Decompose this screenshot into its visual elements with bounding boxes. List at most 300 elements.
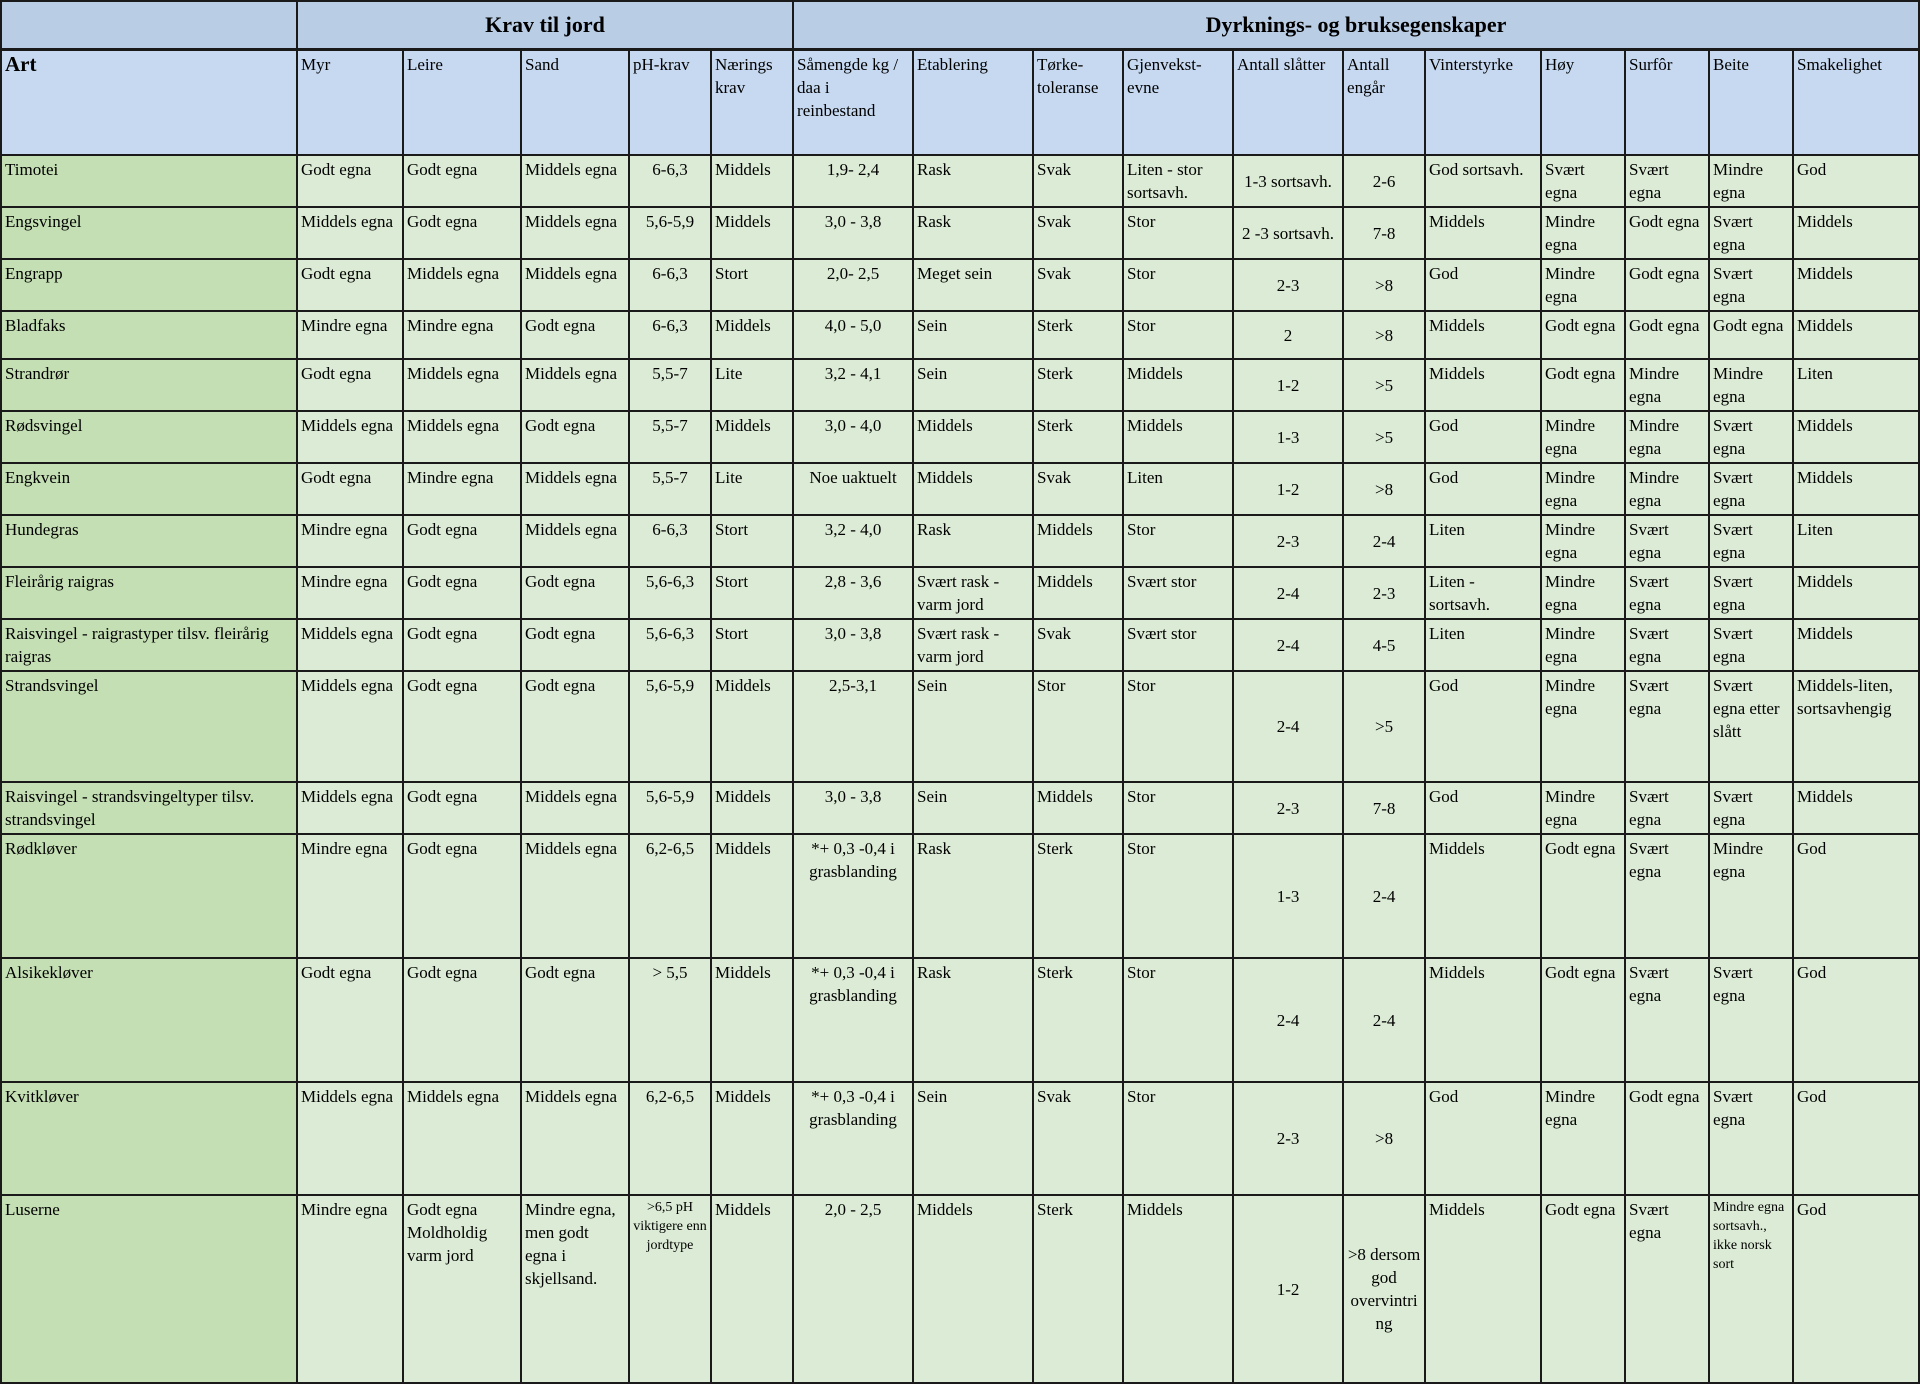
cell-naering: Stort bbox=[711, 259, 793, 311]
cell-naering: Middels bbox=[711, 782, 793, 834]
cell-gjenvekst: Svært stor bbox=[1123, 567, 1233, 619]
cell-naering: Middels bbox=[711, 958, 793, 1082]
cell-art: Strandsvingel bbox=[1, 671, 297, 782]
cell-leire: Godt egna bbox=[403, 958, 521, 1082]
cell-engar: >5 bbox=[1343, 411, 1425, 463]
table-row bbox=[1, 463, 1919, 515]
cell-engar: 4-5 bbox=[1343, 619, 1425, 671]
cell-sand: Middels egna bbox=[521, 834, 629, 958]
cell-hoy: Mindre egna bbox=[1541, 782, 1625, 834]
cell-torke: Middels bbox=[1033, 515, 1123, 567]
cell-myr: Godt egna bbox=[297, 155, 403, 207]
cell-naering: Stort bbox=[711, 515, 793, 567]
column-header-vinter: Vinterstyrke bbox=[1425, 49, 1541, 155]
cell-vinter: God bbox=[1425, 671, 1541, 782]
table-row bbox=[1, 155, 1919, 207]
cell-beite: Svært egna bbox=[1709, 958, 1793, 1082]
cell-surfor: Svært egna bbox=[1625, 619, 1709, 671]
cell-etablering: Sein bbox=[913, 359, 1033, 411]
cell-gjenvekst: Stor bbox=[1123, 207, 1233, 259]
cell-art: Luserne bbox=[1, 1195, 297, 1383]
cell-ph: 5,5-7 bbox=[629, 411, 711, 463]
cell-surfor: Svært egna bbox=[1625, 1195, 1709, 1383]
cell-samengde: 3,0 - 4,0 bbox=[793, 411, 913, 463]
cell-samengde: *+ 0,3 -0,4 i grasblanding bbox=[793, 1082, 913, 1195]
cell-torke: Stor bbox=[1033, 671, 1123, 782]
cell-ph: 6-6,3 bbox=[629, 515, 711, 567]
cell-torke: Svak bbox=[1033, 259, 1123, 311]
cell-naering: Middels bbox=[711, 411, 793, 463]
group-header-dyrkning: Dyrknings- og bruksegenskaper bbox=[793, 1, 1919, 49]
cell-sand: Middels egna bbox=[521, 463, 629, 515]
cell-myr: Mindre egna bbox=[297, 311, 403, 359]
cell-hoy: Mindre egna bbox=[1541, 671, 1625, 782]
cell-sand: Middels egna bbox=[521, 155, 629, 207]
cell-surfor: Godt egna bbox=[1625, 259, 1709, 311]
cell-naering: Stort bbox=[711, 567, 793, 619]
cell-sand: Middels egna bbox=[521, 207, 629, 259]
table-row bbox=[1, 671, 1919, 782]
cell-gjenvekst: Stor bbox=[1123, 782, 1233, 834]
cell-samengde: 4,0 - 5,0 bbox=[793, 311, 913, 359]
cell-art: Raisvingel - strandsvingeltyper tilsv. strandsvingel bbox=[1, 782, 297, 834]
cell-sand: Middels egna bbox=[521, 515, 629, 567]
table-row bbox=[1, 359, 1919, 411]
column-header-hoy: Høy bbox=[1541, 49, 1625, 155]
cell-sand: Middels egna bbox=[521, 782, 629, 834]
cell-ph: 6-6,3 bbox=[629, 311, 711, 359]
cell-engar: >8 bbox=[1343, 463, 1425, 515]
cell-leire: Godt egna bbox=[403, 567, 521, 619]
cell-myr: Mindre egna bbox=[297, 834, 403, 958]
column-header-slatter: Antall slåtter bbox=[1233, 49, 1343, 155]
cell-leire: Godt egna Moldholdig varm jord bbox=[403, 1195, 521, 1383]
cell-leire: Godt egna bbox=[403, 207, 521, 259]
cell-samengde: 2,8 - 3,6 bbox=[793, 567, 913, 619]
group-header-krav-til-jord: Krav til jord bbox=[297, 1, 793, 49]
cell-vinter: Middels bbox=[1425, 834, 1541, 958]
cell-hoy: Godt egna bbox=[1541, 834, 1625, 958]
cell-hoy: Mindre egna bbox=[1541, 463, 1625, 515]
cell-beite: Svært egna bbox=[1709, 567, 1793, 619]
cell-samengde: 3,0 - 3,8 bbox=[793, 782, 913, 834]
cell-smak: Middels bbox=[1793, 259, 1919, 311]
cell-slatter: 2-4 bbox=[1233, 671, 1343, 782]
cell-engar: >8 bbox=[1343, 1082, 1425, 1195]
cell-beite: Mindre egna bbox=[1709, 359, 1793, 411]
cell-gjenvekst: Middels bbox=[1123, 411, 1233, 463]
cell-beite: Svært egna bbox=[1709, 782, 1793, 834]
cell-vinter: Middels bbox=[1425, 359, 1541, 411]
cell-engar: 2-6 bbox=[1343, 155, 1425, 207]
cell-smak: God bbox=[1793, 155, 1919, 207]
cell-etablering: Rask bbox=[913, 515, 1033, 567]
cell-naering: Middels bbox=[711, 1082, 793, 1195]
cell-hoy: Mindre egna bbox=[1541, 207, 1625, 259]
group-header-empty bbox=[1, 1, 297, 49]
cell-art: Timotei bbox=[1, 155, 297, 207]
cell-ph: 6,2-6,5 bbox=[629, 834, 711, 958]
cell-art: Engkvein bbox=[1, 463, 297, 515]
table-row bbox=[1, 207, 1919, 259]
cell-naering: Lite bbox=[711, 463, 793, 515]
cell-engar: >5 bbox=[1343, 359, 1425, 411]
cell-surfor: Mindre egna bbox=[1625, 411, 1709, 463]
cell-smak: God bbox=[1793, 1082, 1919, 1195]
cell-sand: Godt egna bbox=[521, 619, 629, 671]
column-header-etablering: Etablering bbox=[913, 49, 1033, 155]
cell-leire: Godt egna bbox=[403, 834, 521, 958]
cell-etablering: Sein bbox=[913, 782, 1033, 834]
table-row bbox=[1, 1082, 1919, 1195]
cell-gjenvekst: Stor bbox=[1123, 671, 1233, 782]
cell-hoy: Mindre egna bbox=[1541, 411, 1625, 463]
cell-surfor: Svært egna bbox=[1625, 782, 1709, 834]
cell-etablering: Rask bbox=[913, 155, 1033, 207]
cell-slatter: 2-3 bbox=[1233, 259, 1343, 311]
cell-leire: Godt egna bbox=[403, 619, 521, 671]
table-row bbox=[1, 567, 1919, 619]
cell-smak: Liten bbox=[1793, 515, 1919, 567]
cell-samengde: *+ 0,3 -0,4 i grasblanding bbox=[793, 834, 913, 958]
cell-ph: 5,6-6,3 bbox=[629, 567, 711, 619]
cell-art: Engrapp bbox=[1, 259, 297, 311]
cell-torke: Middels bbox=[1033, 567, 1123, 619]
cell-torke: Middels bbox=[1033, 782, 1123, 834]
column-header-ph: pH-krav bbox=[629, 49, 711, 155]
cell-leire: Middels egna bbox=[403, 359, 521, 411]
cell-hoy: Mindre egna bbox=[1541, 619, 1625, 671]
cell-hoy: Mindre egna bbox=[1541, 259, 1625, 311]
cell-myr: Middels egna bbox=[297, 1082, 403, 1195]
table-row bbox=[1, 782, 1919, 834]
cell-sand: Middels egna bbox=[521, 359, 629, 411]
cell-hoy: Godt egna bbox=[1541, 958, 1625, 1082]
cell-surfor: Svært egna bbox=[1625, 515, 1709, 567]
cell-slatter: 1-2 bbox=[1233, 359, 1343, 411]
cell-slatter: 2-4 bbox=[1233, 567, 1343, 619]
table-row bbox=[1, 1195, 1919, 1383]
cell-surfor: Svært egna bbox=[1625, 567, 1709, 619]
cell-slatter: 2-3 bbox=[1233, 515, 1343, 567]
cell-slatter: 1-3 sortsavh. bbox=[1233, 155, 1343, 207]
cell-gjenvekst: Liten bbox=[1123, 463, 1233, 515]
cell-leire: Godt egna bbox=[403, 155, 521, 207]
cell-surfor: Godt egna bbox=[1625, 207, 1709, 259]
cell-smak: God bbox=[1793, 1195, 1919, 1383]
cell-gjenvekst: Middels bbox=[1123, 359, 1233, 411]
cell-beite: Svært egna bbox=[1709, 463, 1793, 515]
cell-samengde: 1,9- 2,4 bbox=[793, 155, 913, 207]
cell-hoy: Mindre egna bbox=[1541, 1082, 1625, 1195]
cell-sand: Godt egna bbox=[521, 411, 629, 463]
cell-art: Bladfaks bbox=[1, 311, 297, 359]
cell-smak: Liten bbox=[1793, 359, 1919, 411]
table-row bbox=[1, 958, 1919, 1082]
cell-hoy: Svært egna bbox=[1541, 155, 1625, 207]
cell-vinter: Middels bbox=[1425, 958, 1541, 1082]
cell-etablering: Middels bbox=[913, 411, 1033, 463]
cell-etablering: Sein bbox=[913, 1082, 1033, 1195]
cell-leire: Godt egna bbox=[403, 671, 521, 782]
cell-engar: 7-8 bbox=[1343, 782, 1425, 834]
cell-vinter: God sortsavh. bbox=[1425, 155, 1541, 207]
table-row bbox=[1, 311, 1919, 359]
cell-ph: 6-6,3 bbox=[629, 155, 711, 207]
cell-beite: Svært egna bbox=[1709, 515, 1793, 567]
cell-etablering: Svært rask - varm jord bbox=[913, 567, 1033, 619]
column-header-myr: Myr bbox=[297, 49, 403, 155]
cell-surfor: Svært egna bbox=[1625, 671, 1709, 782]
cell-gjenvekst: Svært stor bbox=[1123, 619, 1233, 671]
cell-slatter: 1-3 bbox=[1233, 834, 1343, 958]
cell-smak: Middels bbox=[1793, 782, 1919, 834]
cell-surfor: Godt egna bbox=[1625, 311, 1709, 359]
cell-gjenvekst: Stor bbox=[1123, 834, 1233, 958]
cell-smak: Middels-liten, sortsavhengig bbox=[1793, 671, 1919, 782]
cell-smak: Middels bbox=[1793, 411, 1919, 463]
cell-engar: 2-4 bbox=[1343, 834, 1425, 958]
cell-leire: Middels egna bbox=[403, 1082, 521, 1195]
column-header-smak: Smakelighet bbox=[1793, 49, 1919, 155]
cell-myr: Middels egna bbox=[297, 207, 403, 259]
cell-gjenvekst: Stor bbox=[1123, 515, 1233, 567]
cell-vinter: Liten bbox=[1425, 515, 1541, 567]
cell-ph: 5,5-7 bbox=[629, 463, 711, 515]
cell-slatter: 2-4 bbox=[1233, 958, 1343, 1082]
cell-gjenvekst: Stor bbox=[1123, 1082, 1233, 1195]
cell-slatter: 2-4 bbox=[1233, 619, 1343, 671]
cell-samengde: *+ 0,3 -0,4 i grasblanding bbox=[793, 958, 913, 1082]
cell-beite: Svært egna bbox=[1709, 619, 1793, 671]
cell-etablering: Middels bbox=[913, 1195, 1033, 1383]
cell-engar: >8 dersom god overvintring bbox=[1343, 1195, 1425, 1383]
column-header-engar: Antall engår bbox=[1343, 49, 1425, 155]
table-row bbox=[1, 515, 1919, 567]
cell-myr: Mindre egna bbox=[297, 1195, 403, 1383]
cell-smak: Middels bbox=[1793, 311, 1919, 359]
cell-leire: Mindre egna bbox=[403, 463, 521, 515]
cell-samengde: Noe uaktuelt bbox=[793, 463, 913, 515]
cell-ph: 5,6-5,9 bbox=[629, 782, 711, 834]
cell-ph: 6-6,3 bbox=[629, 259, 711, 311]
cell-hoy: Mindre egna bbox=[1541, 567, 1625, 619]
cell-hoy: Mindre egna bbox=[1541, 515, 1625, 567]
cell-torke: Sterk bbox=[1033, 958, 1123, 1082]
cell-art: Alsikekløver bbox=[1, 958, 297, 1082]
cell-art: Rødsvingel bbox=[1, 411, 297, 463]
cell-engar: 7-8 bbox=[1343, 207, 1425, 259]
cell-sand: Middels egna bbox=[521, 259, 629, 311]
cell-myr: Middels egna bbox=[297, 782, 403, 834]
table-row bbox=[1, 834, 1919, 958]
cell-sand: Godt egna bbox=[521, 311, 629, 359]
column-header-torke: Tørke-toleranse bbox=[1033, 49, 1123, 155]
cell-vinter: Liten bbox=[1425, 619, 1541, 671]
cell-myr: Godt egna bbox=[297, 958, 403, 1082]
cell-vinter: God bbox=[1425, 782, 1541, 834]
cell-art: Hundegras bbox=[1, 515, 297, 567]
cell-hoy: Godt egna bbox=[1541, 1195, 1625, 1383]
cell-leire: Middels egna bbox=[403, 259, 521, 311]
cell-torke: Sterk bbox=[1033, 834, 1123, 958]
column-header-leire: Leire bbox=[403, 49, 521, 155]
cell-naering: Middels bbox=[711, 207, 793, 259]
cell-etablering: Sein bbox=[913, 671, 1033, 782]
cell-slatter: 2-3 bbox=[1233, 782, 1343, 834]
column-header-row bbox=[1, 49, 1919, 155]
cell-gjenvekst: Stor bbox=[1123, 259, 1233, 311]
cell-torke: Svak bbox=[1033, 207, 1123, 259]
cell-beite: Svært egna bbox=[1709, 1082, 1793, 1195]
cell-engar: 2-4 bbox=[1343, 958, 1425, 1082]
cell-smak: God bbox=[1793, 958, 1919, 1082]
column-header-samengde: Såmengde kg / daa i reinbestand bbox=[793, 49, 913, 155]
cell-engar: >8 bbox=[1343, 311, 1425, 359]
cell-smak: Middels bbox=[1793, 567, 1919, 619]
column-header-surfor: Surfôr bbox=[1625, 49, 1709, 155]
cell-torke: Svak bbox=[1033, 619, 1123, 671]
cell-leire: Mindre egna bbox=[403, 311, 521, 359]
table-row bbox=[1, 619, 1919, 671]
cell-engar: 2-4 bbox=[1343, 515, 1425, 567]
cell-vinter: Liten - sortsavh. bbox=[1425, 567, 1541, 619]
cell-vinter: God bbox=[1425, 1082, 1541, 1195]
cell-etablering: Meget sein bbox=[913, 259, 1033, 311]
cell-slatter: 2 -3 sortsavh. bbox=[1233, 207, 1343, 259]
cell-myr: Godt egna bbox=[297, 259, 403, 311]
cell-hoy: Godt egna bbox=[1541, 359, 1625, 411]
cell-samengde: 3,0 - 3,8 bbox=[793, 207, 913, 259]
cell-engar: 2-3 bbox=[1343, 567, 1425, 619]
table-row bbox=[1, 259, 1919, 311]
cell-beite: Svært egna etter slått bbox=[1709, 671, 1793, 782]
cell-etablering: Svært rask - varm jord bbox=[913, 619, 1033, 671]
cell-etablering: Rask bbox=[913, 958, 1033, 1082]
column-header-art: Art bbox=[1, 49, 297, 155]
cell-vinter: God bbox=[1425, 259, 1541, 311]
cell-ph: >6,5 pH viktigere enn jordtype bbox=[629, 1195, 711, 1383]
cell-myr: Middels egna bbox=[297, 619, 403, 671]
cell-sand: Mindre egna, men godt egna i skjellsand. bbox=[521, 1195, 629, 1383]
column-header-sand: Sand bbox=[521, 49, 629, 155]
cell-slatter: 2 bbox=[1233, 311, 1343, 359]
cell-gjenvekst: Stor bbox=[1123, 958, 1233, 1082]
cell-naering: Middels bbox=[711, 1195, 793, 1383]
cell-ph: 5,6-5,9 bbox=[629, 207, 711, 259]
cell-myr: Middels egna bbox=[297, 411, 403, 463]
cell-gjenvekst: Middels bbox=[1123, 1195, 1233, 1383]
cell-hoy: Godt egna bbox=[1541, 311, 1625, 359]
cell-art: Engsvingel bbox=[1, 207, 297, 259]
cell-surfor: Mindre egna bbox=[1625, 463, 1709, 515]
cell-torke: Sterk bbox=[1033, 359, 1123, 411]
cell-smak: Middels bbox=[1793, 207, 1919, 259]
cell-vinter: God bbox=[1425, 411, 1541, 463]
cell-surfor: Svært egna bbox=[1625, 958, 1709, 1082]
cell-naering: Middels bbox=[711, 671, 793, 782]
cell-torke: Svak bbox=[1033, 1082, 1123, 1195]
cell-beite: Godt egna bbox=[1709, 311, 1793, 359]
cell-beite: Mindre egna bbox=[1709, 155, 1793, 207]
cell-myr: Mindre egna bbox=[297, 515, 403, 567]
cell-naering: Middels bbox=[711, 311, 793, 359]
group-header-row bbox=[1, 1, 1919, 49]
cell-art: Raisvingel - raigrastyper tilsv. fleirårig raigras bbox=[1, 619, 297, 671]
cell-samengde: 2,0 - 2,5 bbox=[793, 1195, 913, 1383]
cell-leire: Godt egna bbox=[403, 782, 521, 834]
cell-naering: Middels bbox=[711, 834, 793, 958]
column-header-beite: Beite bbox=[1709, 49, 1793, 155]
cell-ph: 5,5-7 bbox=[629, 359, 711, 411]
table-row bbox=[1, 411, 1919, 463]
cell-ph: 5,6-6,3 bbox=[629, 619, 711, 671]
cell-samengde: 2,0- 2,5 bbox=[793, 259, 913, 311]
cell-naering: Stort bbox=[711, 619, 793, 671]
cell-beite: Svært egna bbox=[1709, 259, 1793, 311]
cell-engar: >8 bbox=[1343, 259, 1425, 311]
cell-smak: Middels bbox=[1793, 463, 1919, 515]
cell-engar: >5 bbox=[1343, 671, 1425, 782]
cell-surfor: Godt egna bbox=[1625, 1082, 1709, 1195]
cell-etablering: Rask bbox=[913, 207, 1033, 259]
cell-gjenvekst: Liten - stor sortsavh. bbox=[1123, 155, 1233, 207]
cell-beite: Svært egna bbox=[1709, 207, 1793, 259]
cell-myr: Middels egna bbox=[297, 671, 403, 782]
cell-surfor: Svært egna bbox=[1625, 834, 1709, 958]
cell-samengde: 2,5-3,1 bbox=[793, 671, 913, 782]
column-header-gjenvekst: Gjenvekst-evne bbox=[1123, 49, 1233, 155]
cell-samengde: 3,2 - 4,0 bbox=[793, 515, 913, 567]
cell-vinter: God bbox=[1425, 463, 1541, 515]
table-body bbox=[1, 155, 1919, 1383]
cell-smak: God bbox=[1793, 834, 1919, 958]
cell-ph: 6,2-6,5 bbox=[629, 1082, 711, 1195]
cell-torke: Svak bbox=[1033, 155, 1123, 207]
cell-ph: 5,6-5,9 bbox=[629, 671, 711, 782]
column-header-naering: Nærings krav bbox=[711, 49, 793, 155]
cell-surfor: Svært egna bbox=[1625, 155, 1709, 207]
cell-slatter: 1-3 bbox=[1233, 411, 1343, 463]
cell-sand: Godt egna bbox=[521, 958, 629, 1082]
cell-art: Rødkløver bbox=[1, 834, 297, 958]
cell-torke: Sterk bbox=[1033, 311, 1123, 359]
cell-etablering: Sein bbox=[913, 311, 1033, 359]
cell-beite: Svært egna bbox=[1709, 411, 1793, 463]
cell-naering: Middels bbox=[711, 155, 793, 207]
cell-etablering: Rask bbox=[913, 834, 1033, 958]
cell-torke: Sterk bbox=[1033, 411, 1123, 463]
cell-gjenvekst: Stor bbox=[1123, 311, 1233, 359]
cell-art: Fleirårig raigras bbox=[1, 567, 297, 619]
cell-slatter: 1-2 bbox=[1233, 463, 1343, 515]
cell-sand: Godt egna bbox=[521, 567, 629, 619]
cell-myr: Godt egna bbox=[297, 463, 403, 515]
cell-art: Strandrør bbox=[1, 359, 297, 411]
cell-vinter: Middels bbox=[1425, 311, 1541, 359]
cell-torke: Svak bbox=[1033, 463, 1123, 515]
cell-vinter: Middels bbox=[1425, 207, 1541, 259]
cell-ph: > 5,5 bbox=[629, 958, 711, 1082]
cell-torke: Sterk bbox=[1033, 1195, 1123, 1383]
cell-slatter: 1-2 bbox=[1233, 1195, 1343, 1383]
cell-myr: Mindre egna bbox=[297, 567, 403, 619]
cell-leire: Godt egna bbox=[403, 515, 521, 567]
cell-beite: Mindre egna bbox=[1709, 834, 1793, 958]
cell-art: Kvitkløver bbox=[1, 1082, 297, 1195]
cell-surfor: Mindre egna bbox=[1625, 359, 1709, 411]
cell-sand: Middels egna bbox=[521, 1082, 629, 1195]
